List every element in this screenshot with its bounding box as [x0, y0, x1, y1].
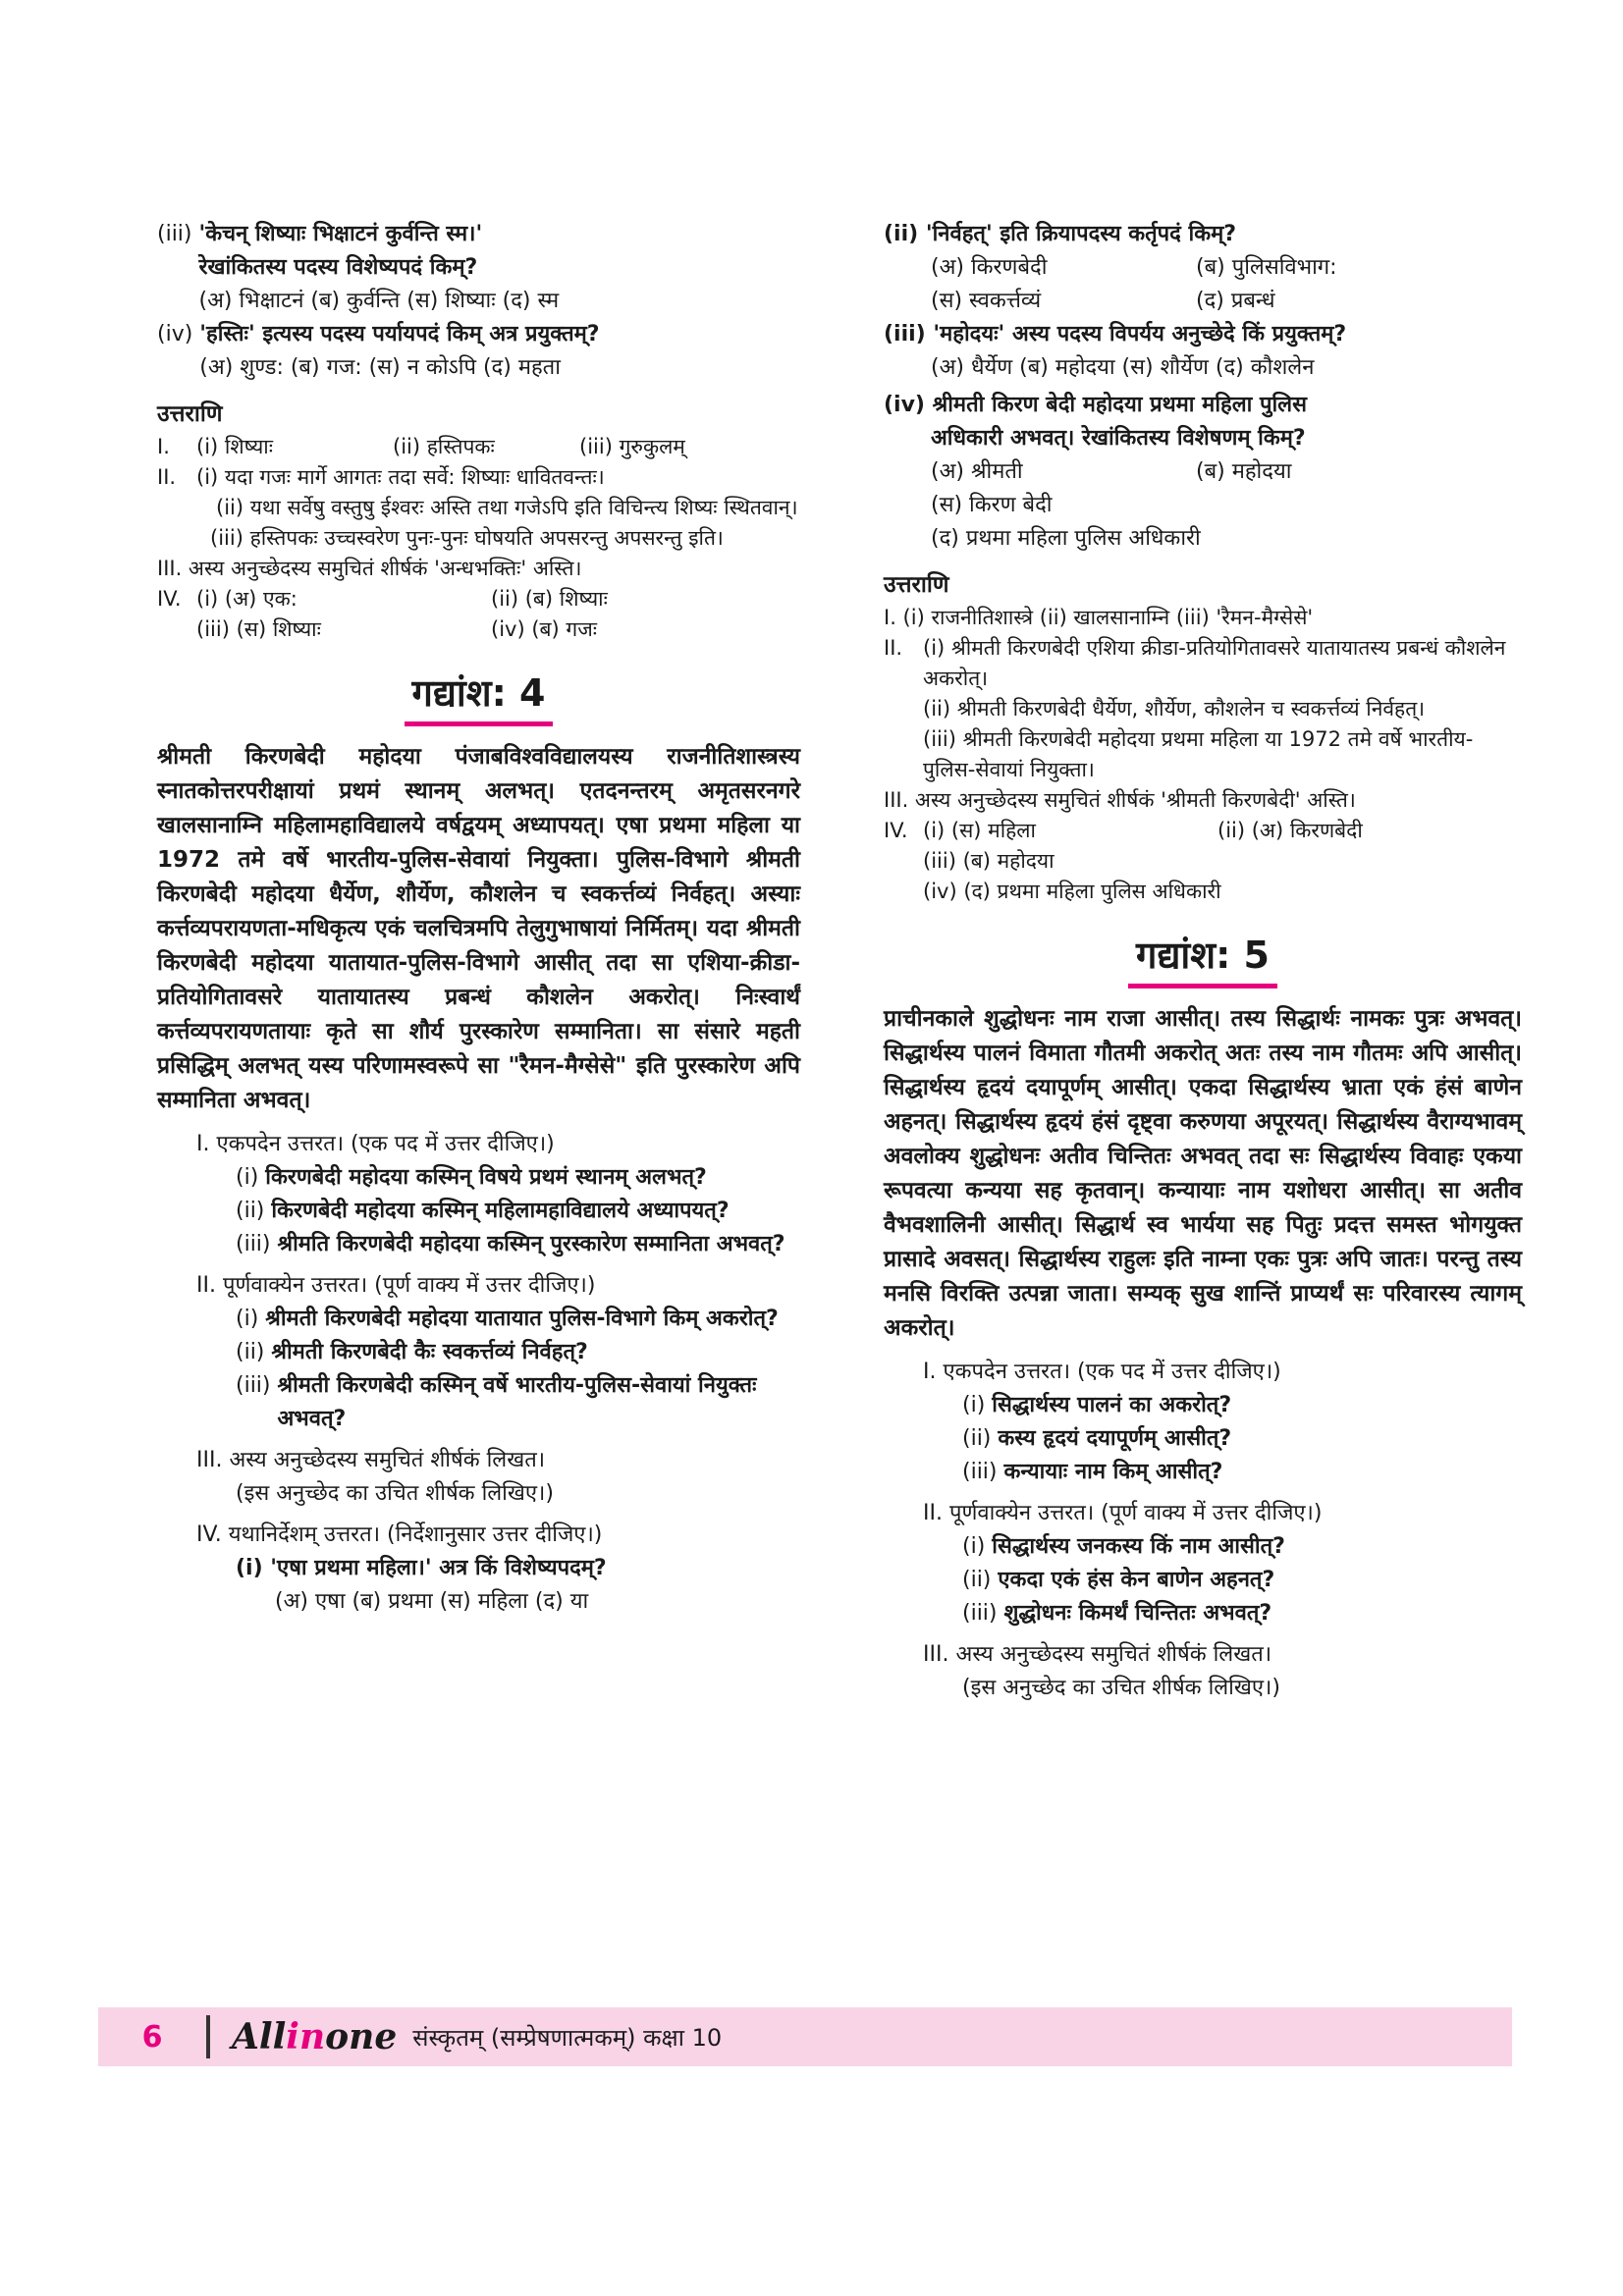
question-item: (ii) श्रीमती किरणबेदी कैः स्वकर्त्तव्यं निर्वहत्?	[236, 1340, 588, 1364]
question-item: (iii) श्रीमति किरणबेदी महोदया कस्मिन् पुरस्कारेण सम्मानिता अभवत्?	[236, 1232, 785, 1256]
question-item: (i) सिद्धार्थस्य पालनं का अकरोत्?	[962, 1393, 1232, 1417]
question-head: IV. यथानिर्देशम् उत्तरत। (निर्देशानुसार उत्तर दीजिए।)	[196, 1522, 603, 1547]
answers-heading: उत्तराणि	[884, 572, 949, 598]
answer-item: (iii) श्रीमती किरणबेदी महोदया प्रथमा महिला या 1972 तमे वर्षे भारतीय-पुलिस-सेवायां नियुक्ता।	[923, 727, 1474, 781]
question-iii: (iii) 'महोदयः' अस्य पदस्य विपर्यय अनुच्छेदे किं प्रयुक्तम्?	[884, 322, 1347, 347]
answer-item: III. अस्य अनुच्छेदस्य समुचितं शीर्षकं 'अन्धभक्तिः' अस्ति।	[157, 557, 582, 580]
answer-item: (ii) हस्तिपकः	[393, 435, 495, 458]
question-item: (ii) एकदा एकं हंस केन बाणेन अहनत्?	[962, 1568, 1275, 1592]
answer-number: II.	[884, 636, 903, 660]
brand-logo: Allinone	[232, 2016, 398, 2057]
answer-item: (i) (अ) एक:	[196, 587, 298, 611]
section-title: गद्यांश: 5	[884, 929, 1522, 988]
answers-heading: उत्तराणि	[157, 401, 223, 427]
answer-item: (iii) (स) शिष्याः	[196, 617, 321, 641]
passage-text: श्रीमती किरणबेदी महोदया पंजाबविश्वविद्यालयस्य राजनीतिशास्त्रस्य स्नातकोत्तरपरीक्षायां प्रथमं स्थानम् अलभत्। एतदनन्तरम् अमृतसरनगरे खालसानाम्नि महिलामहाविद्यालये वर्षद्वयम् अध्यापयत्। एषा प्रथमा महिला या 1972 तमे वर्षे भारतीय-पुलिस-सेवायां नियुक्ता। पुलिस-विभागे श्रीमती किरणबेदी महोदया धैर्येण, शौर्येण, कौशलेन च स्वकर्त्तव्यं निर्वहत्। अस्याः कर्त्तव्यपरायणता-मधिकृत्य एकं चलचित्रमपि तेलुगुभाषायां निर्मितम्। यदा श्रीमती किरणबेदी महोदया यातायात-पुलिस-विभागे आसीत् तदा सा एशिया-क्रीडा-प्रतियोगितावसरे यातायातस्य प्रबन्धं कौशलेन अकरोत्। निःस्वार्थं कर्त्तव्यपरायणतायाः कृते सा शौर्य पुरस्कारेण सम्मानिता। सा संसारे महती प्रसिद्धिम् अलभत् यस्य परिणामस्वरूपे सा "रैमन-मैग्सेसे" इति पुरस्कारेण अपि सम्मानिता अभवत्।	[157, 744, 800, 1113]
answer-item: (ii) श्रीमती किरणबेदी धैर्येण, शौर्येण, कौशलेन च स्वकर्त्तव्यं निर्वहत्।	[923, 697, 1426, 721]
page-footer	[98, 2007, 1512, 2066]
answer-item: (i) श्रीमती किरणबेदी एशिया क्रीडा-प्रतियोगितावसरे यातायातस्य प्रबन्धं कौशलेन अकरोत्।	[923, 636, 1506, 690]
question-head: III. अस्य अनुच्छेदस्य समुचितं शीर्षकं लिखत।	[196, 1448, 546, 1472]
question-iv: (iv) श्रीमती किरण बेदी महोदया प्रथमा महिला पुलिस	[884, 393, 1307, 417]
question-iii	[157, 218, 800, 318]
question-options: (अ) भिक्षाटनं (ब) कुर्वन्ति (स) शिष्याः (द) स्म	[198, 289, 560, 313]
answer-item: (iii) (ब) महोदया	[923, 849, 1055, 873]
question-options: (अ) एषा (ब) प्रथमा (स) महिला (द) या	[275, 1589, 589, 1614]
answer-item: (i) शिष्याः	[196, 435, 273, 458]
question-head: III. अस्य अनुच्छेदस्य समुचितं शीर्षकं लिखत।	[923, 1642, 1272, 1667]
question-option: (द) प्रथमा महिला पुलिस अधिकारी	[931, 526, 1201, 551]
answer-item: (iv) (द) प्रथमा महिला पुलिस अधिकारी	[923, 880, 1221, 903]
divider	[206, 2015, 210, 2058]
book-subtitle: संस्कृतम् (सम्प्रेषणात्मकम्) कक्षा 10	[412, 2023, 723, 2052]
question-iv-line2: अधिकारी अभवत्। रेखांकितस्य विशेषणम् किम्?	[931, 426, 1306, 451]
right-column	[884, 218, 1522, 1705]
question-item: (i) किरणबेदी महोदया कस्मिन् विषये प्रथमं स्थानम् अलभत्?	[236, 1165, 707, 1190]
question-item: (iii) श्रीमती किरणबेदी कस्मिन् वर्षे भारतीय-पुलिस-सेवायां नियुक्तः अभवत्?	[236, 1373, 757, 1431]
section-title: गद्यांश: 4	[157, 667, 800, 726]
question-item: (i) 'एषा प्रथमा महिला।' अत्र किं विशेष्यपदम्?	[236, 1556, 607, 1580]
page-number: 6	[141, 2019, 163, 2055]
answer-item: (i) (स) महिला	[923, 819, 1036, 842]
question-text: 'हस्तिः' इत्यस्य पदस्य पर्यायपदं किम् अत्र प्रयुक्तम्?	[199, 322, 600, 347]
question-head: I. एकपदेन उत्तरत। (एक पद में उत्तर दीजिए।)	[923, 1360, 1281, 1384]
answers-block	[884, 603, 1522, 907]
answer-item: (i) यदा गजः मार्गे आगतः तदा सर्वे: शिष्याः धावितवन्तः।	[196, 465, 605, 489]
answer-item: (iii) गुरुकुलम्	[579, 435, 685, 458]
question-ii: (ii) 'निर्वहत्' इति क्रियापदस्य कर्तृपदं किम्?	[884, 222, 1237, 246]
question-item: (ii) कस्य हृदयं दयापूर्णम् आसीत्?	[962, 1426, 1232, 1451]
answer-number: IV.	[157, 587, 182, 611]
left-column	[157, 218, 800, 1619]
question-item: (iii) कन्यायाः नाम किम् आसीत्?	[962, 1460, 1223, 1484]
answer-item: III. अस्य अनुच्छेदस्य समुचितं शीर्षकं 'श्रीमती किरणबेदी' अस्ति।	[884, 788, 1356, 812]
question-iv	[157, 318, 800, 385]
question-options: (अ) धैर्येण (ब) महोदया (स) शौर्येण (द) कौशलेन	[931, 355, 1315, 380]
answer-item: (iii) हस्तिपकः उच्चस्वरेण पुनः-पुनः घोषयति अपसरन्तु अपसरन्तु इति।	[210, 526, 724, 550]
answer-item: (ii) (अ) किरणबेदी	[1217, 819, 1363, 842]
passage-text: प्राचीनकाले शुद्धोधनः नाम राजा आसीत्। तस्य सिद्धार्थः नामकः पुत्रः अभवत्। सिद्धार्थस्य पालनं विमाता गौतमी अकरोत् अतः तस्य नाम गौतमः अपि आसीत्। सिद्धार्थस्य हृदयं दयापूर्णम् आसीत्। एकदा सिद्धार्थस्य भ्राता एकं हंसं बाणेन अहनत्। सिद्धार्थस्य हृदयं हंसं दृष्ट्वा करुणया अपूरयत्। सिद्धार्थस्य वैराग्यभावम् अवलोक्य शुद्धोधनः अतीव चिन्तितः अभवत् तदा सः सिद्धार्थस्य विवाहः एकया रूपवत्या कन्यया सह कृतवान्। कन्यायाः नाम यशोधरा आसीत्। सा अतीव वैभवशालिनी आसीत्। सिद्धार्थ स्व भार्यया सह पितुः प्रदत्त समस्त भोगयुक्त प्रासादे अवसत्। सिद्धार्थस्य राहुलः इति नाम्ना एकः पुत्रः अपि जातः। परन्तु तस्य मनसि विरक्ति उत्पन्ना जाता। सम्यक् सुख शान्तिं प्राप्यर्थं सः परिवारस्य त्यागम् अकरोत्।	[884, 1006, 1522, 1341]
question-head: II. पूर्णवाक्येन उत्तरत। (पूर्ण वाक्य में उत्तर दीजिए।)	[923, 1501, 1323, 1525]
question-number: (iii)	[157, 222, 199, 246]
answer-number: II.	[157, 465, 177, 489]
question-item: (iii) शुद्धोधनः किमर्थं चिन्तितः अभवत्?	[962, 1601, 1272, 1626]
question-text: 'केचन् शिष्याः भिक्षाटनं कुर्वन्ति स्म।'	[198, 222, 483, 246]
question-text: रेखांकितस्य पदस्य विशेष्यपदं किम्?	[198, 255, 478, 280]
question-options: (अ) श्रीमती (ब) महोदया	[931, 459, 1292, 484]
answers-block	[157, 432, 800, 645]
question-options: (अ) किरणबेदी (ब) पुलिसविभाग: (स) स्वकर्त्तव्यं (द) प्रबन्धं	[931, 255, 1337, 313]
question-item: (ii) किरणबेदी महोदया कस्मिन् महिलामहाविद्यालये अध्यापयत्?	[236, 1199, 730, 1223]
question-head: I. एकपदेन उत्तरत। (एक पद में उत्तर दीजिए।)	[196, 1132, 555, 1156]
question-item: (i) सिद्धार्थस्य जनकस्य किं नाम आसीत्?	[962, 1534, 1285, 1559]
question-head: II. पूर्णवाक्येन उत्तरत। (पूर्ण वाक्य में उत्तर दीजिए।)	[196, 1273, 596, 1298]
answer-item: I. (i) राजनीतिशास्त्रे (ii) खालसानाम्नि (iii) 'रैमन-मैग्सेसे'	[884, 606, 1314, 629]
question-item: (i) श्रीमती किरणबेदी महोदया यातायात पुलिस-विभागे किम् अकरोत्?	[236, 1307, 779, 1331]
question-subtext: (इस अनुच्छेद का उचित शीर्षक लिखिए।)	[236, 1481, 554, 1506]
answer-number: I.	[157, 435, 170, 458]
answer-item: (ii) (ब) शिष्याः	[491, 587, 608, 611]
question-number: (iv)	[157, 322, 200, 347]
answer-item: (iv) (ब) गजः	[491, 617, 598, 641]
question-option: (स) किरण बेदी	[931, 493, 1053, 517]
question-options: (अ) शुण्ड: (ब) गज: (स) न कोऽपि (द) महता	[199, 355, 561, 380]
answer-item: (ii) यथा सर्वेषु वस्तुषु ईश्वरः अस्ति तथा गजेऽपि इति विचिन्त्य शिष्यः स्थितवान्।	[216, 496, 798, 519]
answer-number: IV.	[884, 819, 908, 842]
question-subtext: (इस अनुच्छेद का उचित शीर्षक लिखिए।)	[962, 1676, 1280, 1700]
